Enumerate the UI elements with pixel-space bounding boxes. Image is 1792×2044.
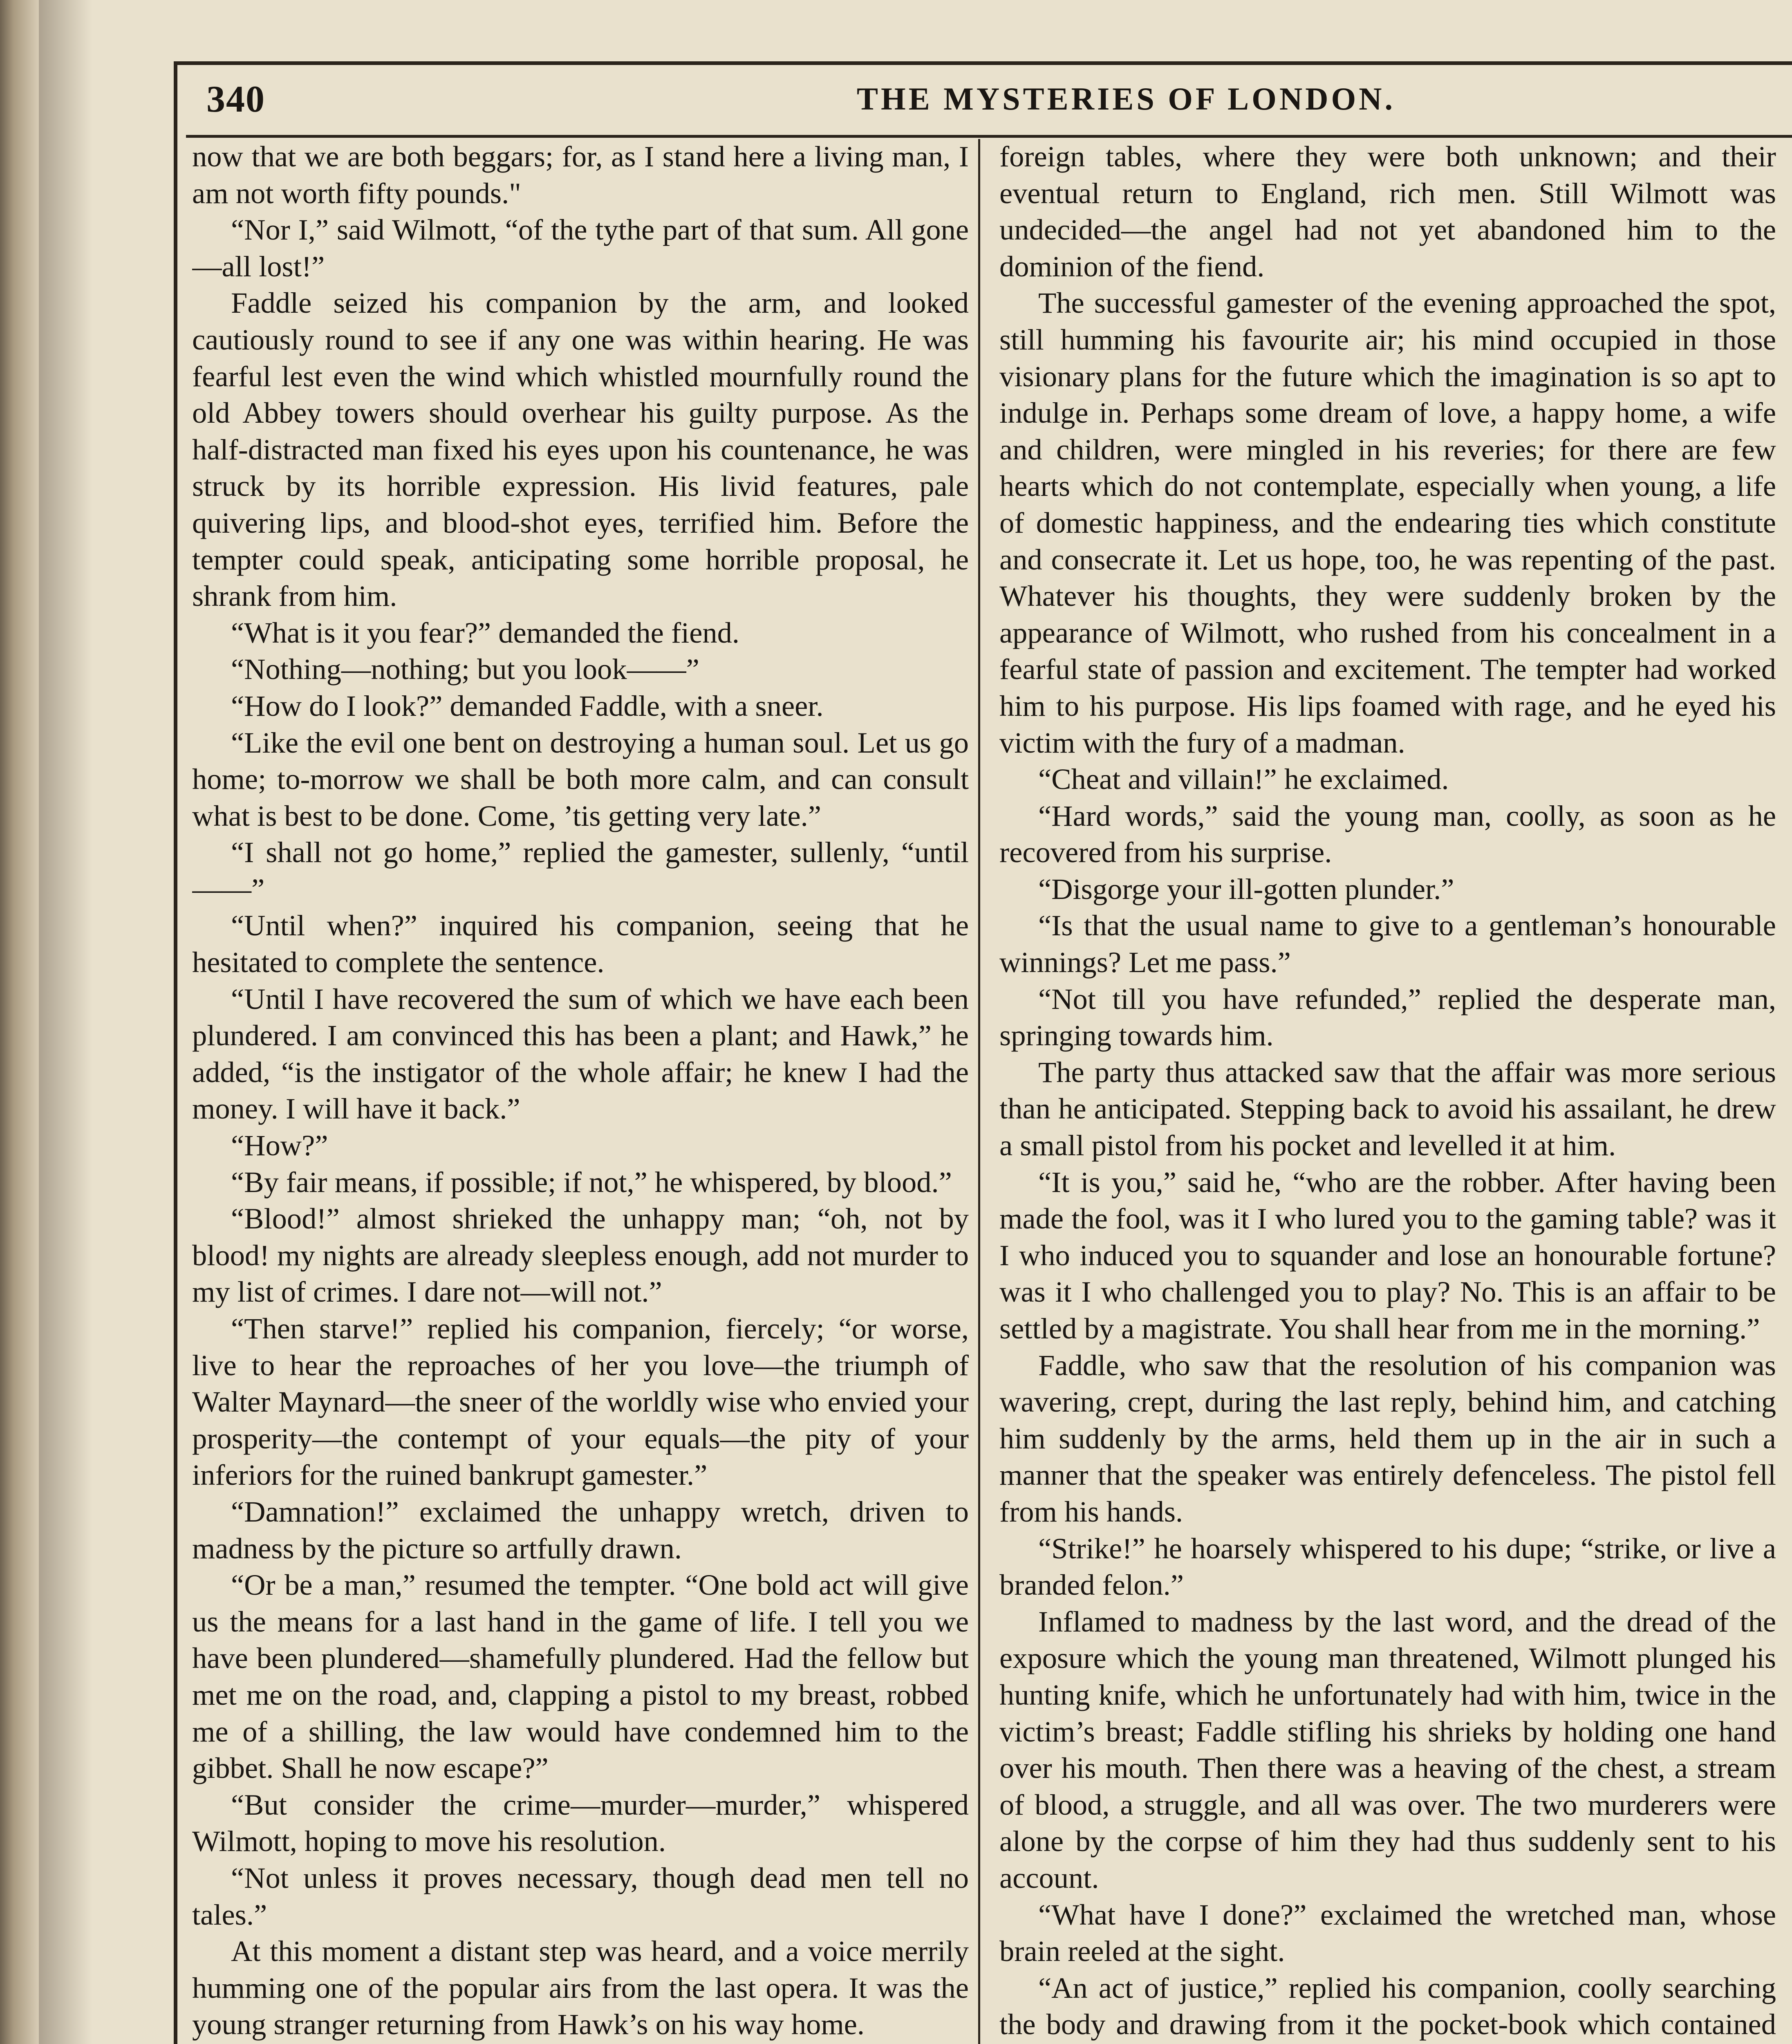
paragraph: “By fair means, if possible; if not,” he whispered, by blood.” xyxy=(231,1165,952,1199)
gutter-shadow xyxy=(39,0,92,2044)
paragraph: At this moment a distant step was heard, and a voice merrily humming one of the popular airs from the last opera. It was the young stranger returning from Hawk’s on his way home. xyxy=(192,1934,969,2041)
page-number: 340 xyxy=(206,78,265,120)
paragraph: “Hard words,” said the young man, coolly, as soon as he recovered from his surprise. xyxy=(999,799,1776,869)
header-rule xyxy=(186,135,1792,138)
paragraph: “Not unless it proves necessary, though dead men tell no tales.” xyxy=(192,1861,969,1931)
page-header xyxy=(206,66,1784,132)
paragraph: now that we are both beggars; for, as I stand here a living man, I am not worth fifty pounds." xyxy=(192,140,969,210)
paragraph: “Like the evil one bent on destroying a human soul. Let us go home; to-morrow we shall be both more calm, and can consult what is best to be done. Come, ’tis getting very late.” xyxy=(192,726,969,832)
paragraph: “Until when?” inquired his companion, seeing that he hesitated to complete the sentence. xyxy=(192,909,969,979)
paragraph: “What is it you fear?” demanded the fiend. xyxy=(231,616,740,649)
paragraph: “I shall not go home,” replied the gamester, sullenly, “until——” xyxy=(192,836,969,905)
paragraph: “Until I have recovered the sum of which we have each been plundered. I am convinced this has been a plant; and Hawk,” he added, “is the instigator of the whole affair; he knew I had the money. I will have it back.” xyxy=(192,982,969,1125)
paragraph: “Damnation!” exclaimed the unhappy wretch, driven to madness by the picture so artfully drawn. xyxy=(192,1495,969,1565)
paragraph: “An act of justice,” replied his companion, coolly searching the body and drawing from it the pocket-book which contained xyxy=(999,1971,1776,2041)
paragraph: “Is that the usual name to give to a gentleman’s honourable winnings? Let me pass.” xyxy=(999,909,1776,979)
column-divider xyxy=(978,139,980,2044)
book-spine xyxy=(0,0,39,2044)
running-title: THE MYSTERIES OF LONDON. xyxy=(857,81,1396,117)
paragraph: Inflamed to madness by the last word, and the dread of the exposure which the young man threatened, Wilmott plunged his hunting knife, which he unfortunately had with him, twice in the victim’s breast; Faddle stifling his shrieks by holding one hand over his mouth. Then there was a heaving of the chest, a stream of blood, a struggle, and all was over. The two murderers were alone by the corpse of him they had thus suddenly sent to his account. xyxy=(999,1605,1776,1894)
paragraph: “Not till you have refunded,” replied the desperate man, springing towards him. xyxy=(999,982,1776,1052)
paragraph: foreign tables, where they were both unknown; and their eventual return to England, rich men. Still Wilmott was undecided—the angel had not yet abandoned him to the dominion of the fiend. xyxy=(999,140,1776,283)
right-column xyxy=(999,138,1776,2044)
paragraph: The successful gamester of the evening approached the spot, still humming his favourite air; his mind occupied in those visionary plans for the future which the imagination is so apt to indulge in. Perhaps some dream of love, a happy home, a wife and children, were mingled in his reveries; for there are few hearts which do not contemplate, especially when young, a life of domestic happiness, and the endearing ties which constitute and consecrate it. Let us hope, too, he was repenting of the past. Whatever his thoughts, they were suddenly broken by the appearance of Wilmott, who rushed from his concealment in a fearful state of passion and excitement. The tempter had worked him to his purpose. His lips foamed with rage, and he eyed his victim with the fury of a madman. xyxy=(999,286,1776,759)
left-column xyxy=(192,138,969,2044)
paragraph: “Nothing—nothing; but you look——” xyxy=(231,652,699,686)
paragraph: “How do I look?” demanded Faddle, with a sneer. xyxy=(231,689,824,722)
paragraph: Faddle seized his companion by the arm, and looked cautiously round to see if any one was within hearing. He was fearful lest even the wind which whistled mournfully round the old Abbey towers should overhear his guilty purpose. As the half-distracted man fixed his eyes upon his countenance, he was struck by its horrible expression. His livid features, pale quivering lips, and blood-shot eyes, terrified him. Before the tempter could speak, anticipating some horrible proposal, he shrank from him. xyxy=(192,286,969,613)
paragraph: “Disgorge your ill-gotten plunder.” xyxy=(1038,872,1454,905)
paragraph: “But consider the crime—murder—murder,” whispered Wilmott, hoping to move his resolution. xyxy=(192,1788,969,1858)
paragraph: “Or be a man,” resumed the tempter. “One bold act will give us the means for a last hand in the game of life. I tell you we have been plundered—shamefully plundered. Had the fellow but met me on the road, and, clapping a pistol to my breast, robbed me of a shilling, the law would have condemned him to the gibbet. Shall he now escape?” xyxy=(192,1568,969,1785)
paragraph: Faddle, who saw that the resolution of his companion was wavering, crept, during the last reply, behind him, and catching him suddenly by the arms, held them up in the air in such a manner that the speaker was entirely defenceless. The pistol fell from his hands. xyxy=(999,1348,1776,1528)
paragraph: “How?” xyxy=(231,1129,328,1162)
paragraph: “Then starve!” replied his companion, fiercely; “or worse, live to hear the reproaches of her you love—the triumph of Walter Maynard—the sneer of the worldly wise who envied your prosperity—the contempt of your equals—the pity of your inferiors for the ruined bankrupt gamester.” xyxy=(192,1312,969,1492)
paragraph: “Nor I,” said Wilmott, “of the tythe part of that sum. All gone—all lost!” xyxy=(192,213,969,283)
paragraph: “Strike!” he hoarsely whispered to his dupe; “strike, or live a branded felon.” xyxy=(999,1531,1776,1602)
paragraph: “Blood!” almost shrieked the unhappy man; “oh, not by blood! my nights are already sleepless enough, add not murder to my list of crimes. I dare not—will not.” xyxy=(192,1202,969,1309)
paragraph: The party thus attacked saw that the affair was more serious than he anticipated. Stepping back to avoid his assailant, he drew a small pistol from his pocket and levelled it at him. xyxy=(999,1055,1776,1162)
paragraph: “It is you,” said he, “who are the robber. After having been made the fool, was it I who lured you to the gaming table? was it I who induced you to squander and lose an honourable fortune? was it I who challenged you to play? No. This is an affair to be settled by a magistrate. You shall hear from me in the morning.” xyxy=(999,1165,1776,1345)
paragraph: “Cheat and villain!” he exclaimed. xyxy=(1038,762,1449,796)
paragraph: “What have I done?” exclaimed the wretched man, whose brain reeled at the sight. xyxy=(999,1898,1776,1968)
